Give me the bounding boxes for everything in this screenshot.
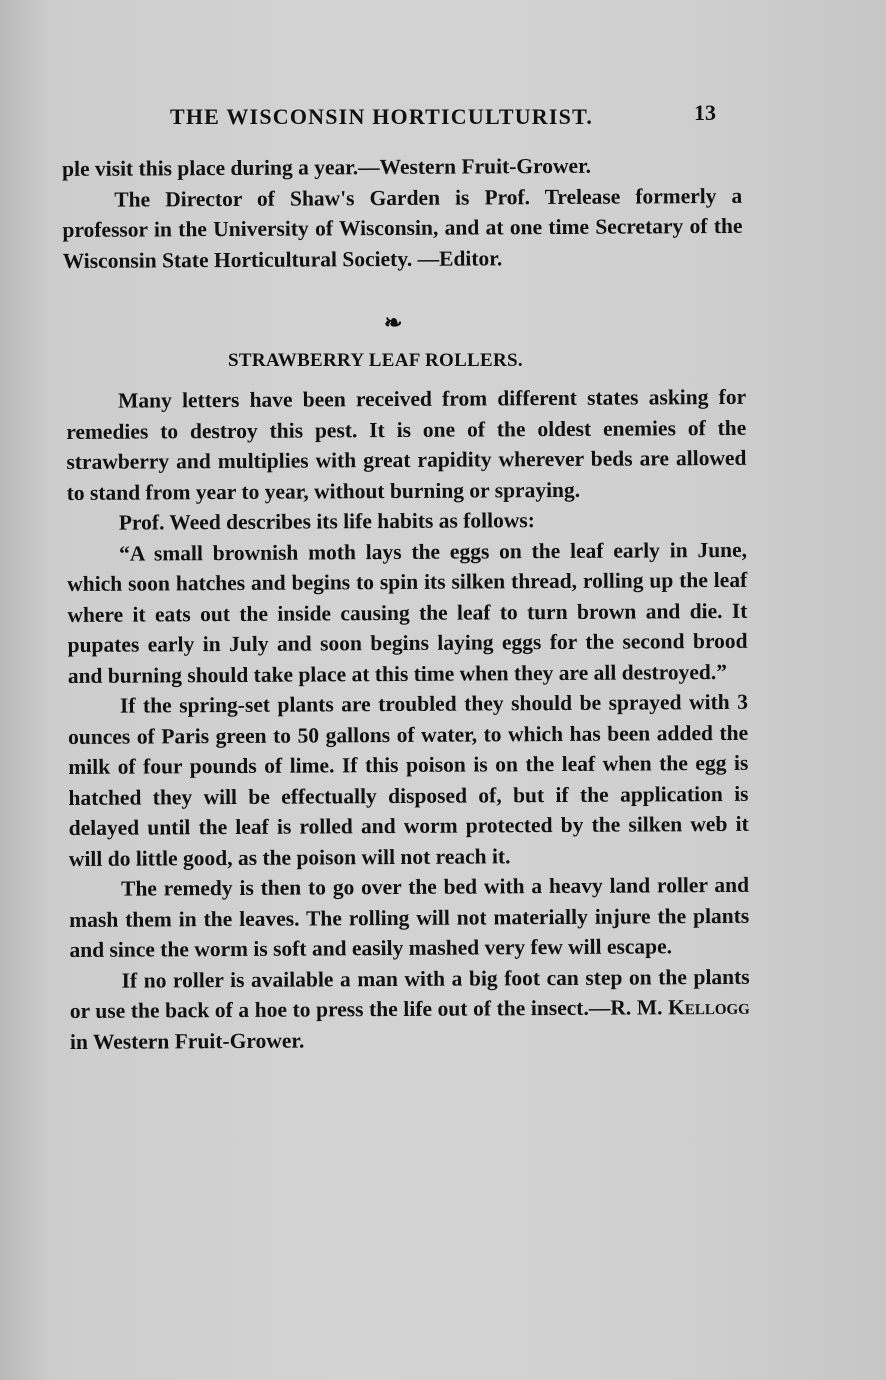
article-paragraph-5 xyxy=(70,961,751,1057)
page-header xyxy=(170,100,730,136)
article-paragraph-1: Many letters have been received from different states asking for remedies to destroy this pest. It is one of the oldest enemies of the strawberry and multiplies with great rapidity wherever beds are allowed to stand from year to year, without burning or spraying. xyxy=(66,384,747,505)
editor-note-paragraph: The Director of Shaw's Garden is Prof. Trelease formerly a professor in the University of Wisconsin, and at one time Secretary of the Wisconsin State Horticultural Society. —Editor. xyxy=(62,183,743,273)
page-number: 13 xyxy=(694,100,716,125)
continued-paragraph: ple visit this place during a year.—Western Fruit-Grower. xyxy=(62,153,592,181)
paragraph-5-text: If no roller is available a man with a big foot can step on the plants or use the back of a hoe to press the life out of the insect.—R. M. xyxy=(69,964,750,1023)
article-quote: “A small brownish moth lays the eggs on the leaf early in June, which soon hatches and begins to spin its silken thread, rolling up the leaf where it eats out the inside causing the leaf to turn brown and die. It pupates early in July and soon begins laying eggs for the second brood and burning should take place at this time when they are all destroyed.” xyxy=(67,537,748,688)
ornament-icon: ❧ xyxy=(384,310,403,335)
paragraph-5-source: in Western Fruit-Grower. xyxy=(69,1028,305,1054)
author-name: Kellogg xyxy=(667,994,750,1020)
article-heading: STRAWBERRY LEAF ROLLERS. xyxy=(228,350,523,371)
article-body xyxy=(66,382,750,1057)
running-title: THE WISCONSIN HORTICULTURIST. xyxy=(170,104,594,129)
article-paragraph-2: Prof. Weed describes its life habits as follows: xyxy=(118,508,535,535)
top-text-block xyxy=(62,150,743,276)
article-paragraph-3: If the spring-set plants are troubled they should be sprayed with 3 ounces of Paris green to 50 gallons of water, to which has been added the milk of four pounds of lime. If this poison is on the leaf when the egg is hatched they will be effectually disposed of, but if the application is delayed until the leaf is rolled and worm protected by the silken web it will do little good, as the poison will not reach it. xyxy=(68,689,749,871)
article-paragraph-4: The remedy is then to go over the bed with a heavy land roller and mash them in the leaves. The rolling will not materially injure the plants and since the worm is soft and easily mashed very few will escape. xyxy=(69,872,750,962)
